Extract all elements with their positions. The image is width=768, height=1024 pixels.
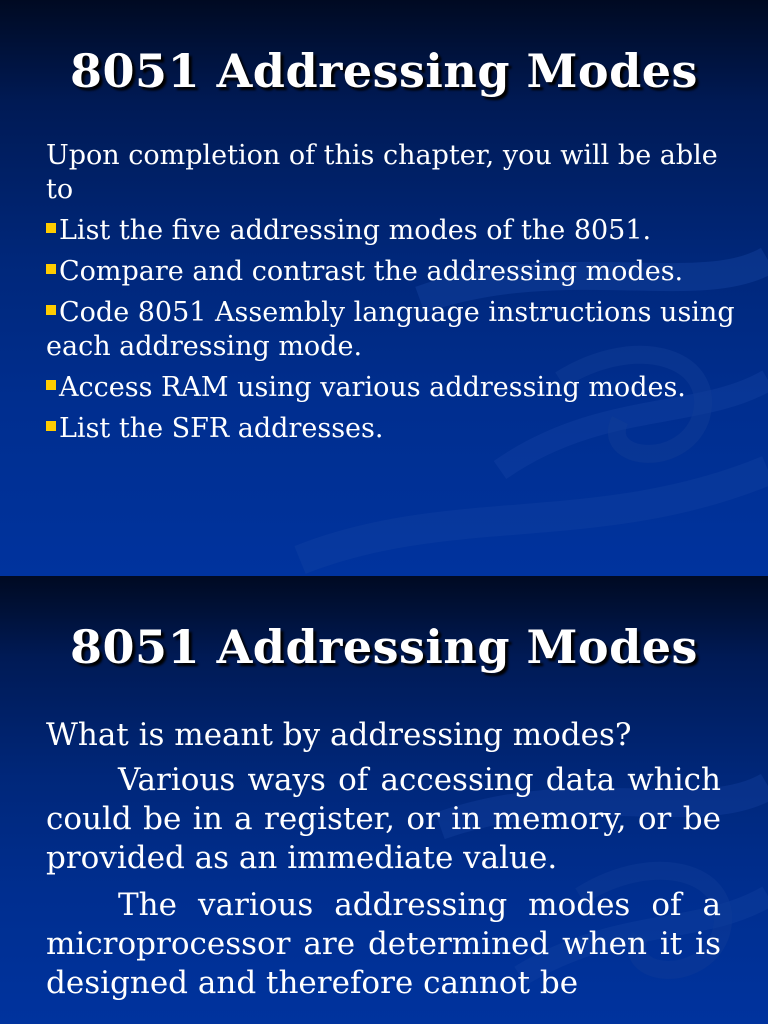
square-bullet-icon xyxy=(46,380,56,390)
slide-title: 8051 Addressing Modes xyxy=(70,620,698,674)
square-bullet-icon xyxy=(46,421,56,431)
bullet-item: Access RAM using various addressing modes. xyxy=(46,371,736,405)
question-text: What is meant by addressing modes? xyxy=(46,717,632,753)
bullet-item: List the SFR addresses. xyxy=(46,412,736,446)
slide-body xyxy=(46,716,721,1011)
square-bullet-icon xyxy=(46,305,56,315)
bullet-item: List the five addressing modes of the 8051. xyxy=(46,214,736,248)
paragraph: The various addressing modes of a microprocessor are determined when it is designed and therefore cannot be xyxy=(46,887,721,1001)
intro-text: Upon completion of this chapter, you will be able to xyxy=(46,140,718,205)
square-bullet-icon xyxy=(46,264,56,274)
slide-title: 8051 Addressing Modes xyxy=(70,44,698,98)
slide-2 xyxy=(0,576,768,1024)
square-bullet-icon xyxy=(46,223,56,233)
paragraph: Various ways of accessing data which could be in a register, or in memory, or be provided as an immediate value. xyxy=(46,762,721,876)
bullet-item: Compare and contrast the addressing modes. xyxy=(46,255,736,289)
slide-body xyxy=(46,139,736,453)
bullet-item: Code 8051 Assembly language instructions using each addressing mode. xyxy=(46,297,735,362)
